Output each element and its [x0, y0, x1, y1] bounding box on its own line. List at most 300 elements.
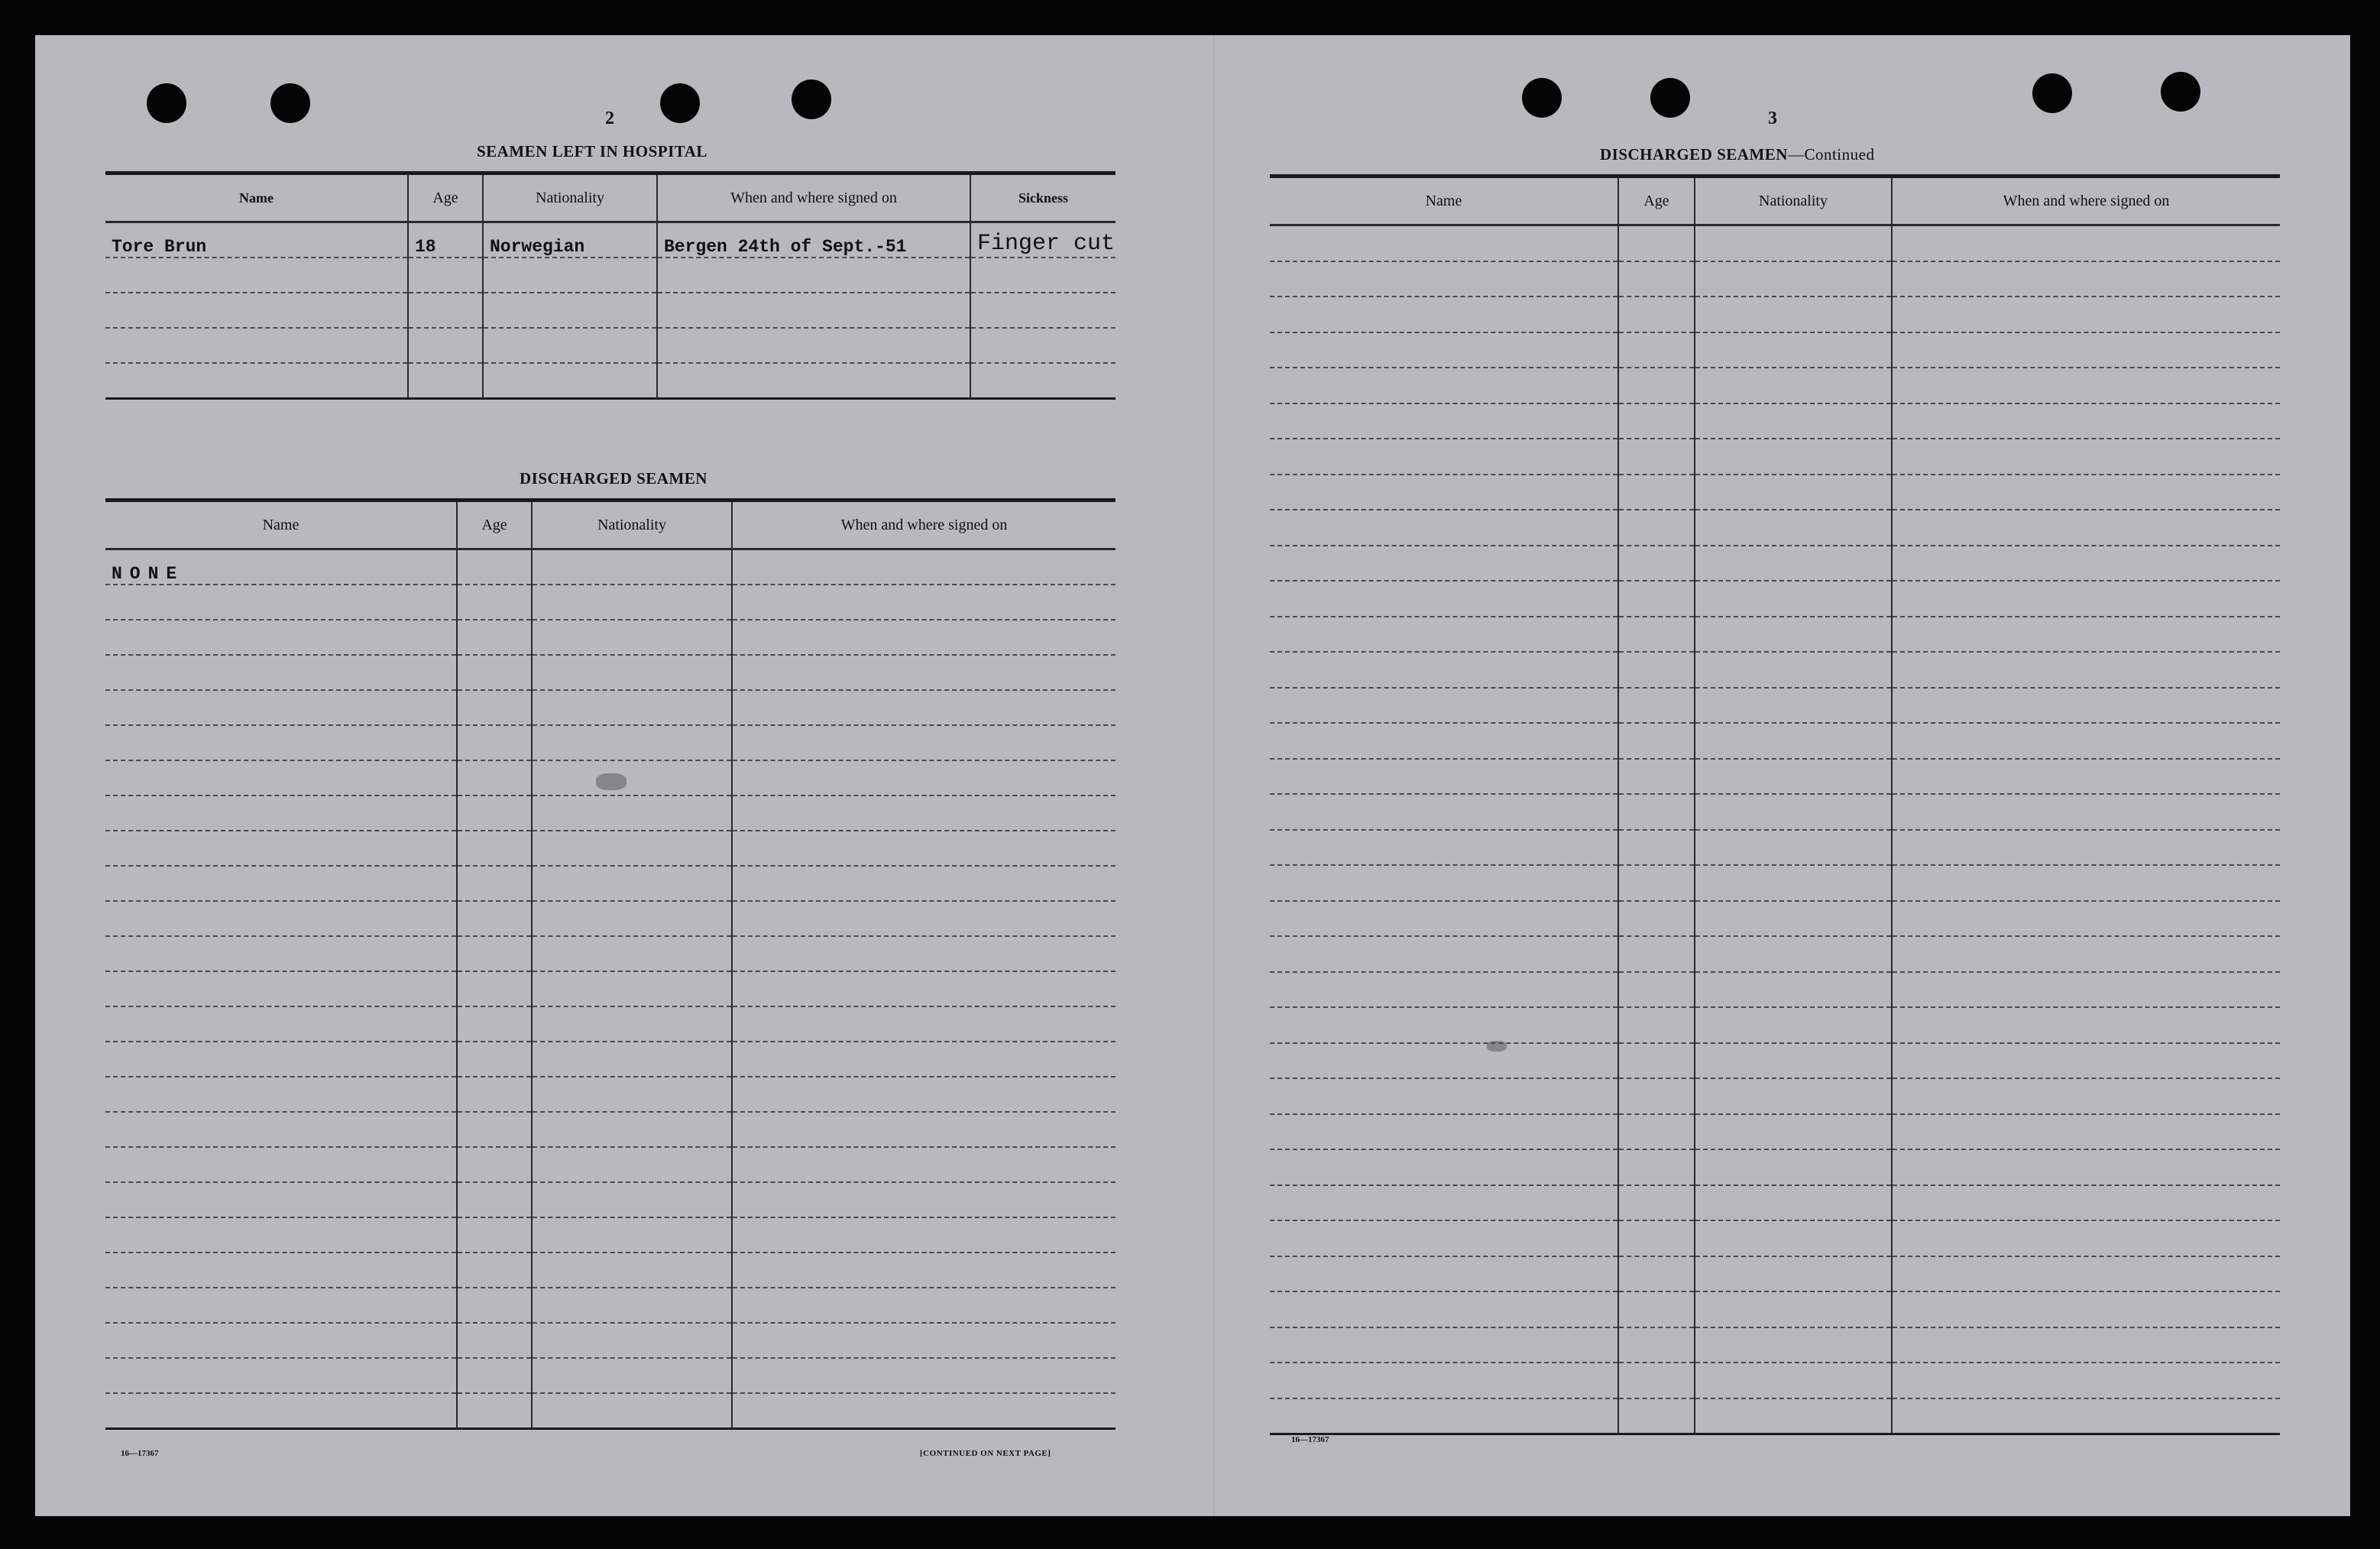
table-cell	[732, 1288, 1116, 1323]
table-cell	[1695, 1291, 1892, 1327]
table-cell	[532, 1006, 732, 1042]
table-cell	[1892, 617, 2280, 653]
table-cell	[1892, 332, 2280, 368]
table-cell	[1618, 652, 1695, 688]
cell-sickness: Finger cut	[970, 222, 1116, 258]
table-row	[1270, 1114, 2280, 1150]
table-cell	[532, 796, 732, 831]
table-row	[1270, 1291, 2280, 1327]
table-cell	[532, 655, 732, 690]
table-cell	[1892, 581, 2280, 617]
table-cell	[732, 1393, 1116, 1429]
column-header-signed-on: When and where signed on	[1892, 177, 2280, 225]
table-cell	[105, 796, 457, 831]
table-cell	[1892, 1043, 2280, 1079]
table-cell	[732, 655, 1116, 690]
table-cell	[1618, 1256, 1695, 1292]
table-cell	[1892, 1114, 2280, 1150]
table-cell	[1618, 936, 1695, 972]
table-cell	[1270, 1327, 1618, 1363]
table-cell	[1695, 972, 1892, 1008]
column-header-name: Name	[1270, 177, 1618, 225]
table-cell	[1270, 688, 1618, 724]
table-cell	[105, 831, 457, 866]
table-cell	[532, 866, 732, 901]
table-row	[105, 1182, 1116, 1217]
table-row	[1270, 261, 2280, 297]
table-row	[1270, 723, 2280, 759]
table-cell	[1618, 1398, 1695, 1434]
table-cell	[1695, 1220, 1892, 1256]
hospital-table	[105, 171, 1116, 400]
document-sheet	[35, 35, 2350, 1516]
table-cell	[1618, 475, 1695, 510]
table-cell	[1892, 688, 2280, 724]
table-row	[105, 222, 1116, 258]
table-cell	[1618, 261, 1695, 297]
table-cell	[105, 655, 457, 690]
table-cell	[457, 1112, 532, 1147]
column-header-nationality: Nationality	[483, 173, 657, 222]
table-cell	[1695, 1149, 1892, 1185]
table-cell	[457, 1042, 532, 1077]
table-cell	[1270, 759, 1618, 795]
table-cell	[1270, 1007, 1618, 1043]
table-cell	[1618, 1149, 1695, 1185]
table-cell	[457, 1182, 532, 1217]
table-cell	[1892, 972, 2280, 1008]
column-header-nationality: Nationality	[1695, 177, 1892, 225]
table-cell	[532, 1252, 732, 1288]
section-title-discharged-continued	[1600, 145, 1874, 164]
table-cell	[1618, 403, 1695, 439]
table-cell	[532, 1077, 732, 1112]
table-cell	[532, 1393, 732, 1429]
punch-hole	[147, 83, 186, 123]
table-cell	[1695, 368, 1892, 403]
table-row	[1270, 1327, 2280, 1363]
table-cell	[732, 1042, 1116, 1077]
table-cell	[532, 901, 732, 936]
table-cell	[1892, 439, 2280, 475]
table-cell	[1270, 332, 1618, 368]
table-cell	[1618, 901, 1695, 937]
table-cell	[532, 831, 732, 866]
cell-signed-on: Bergen 24th of Sept.-51	[657, 222, 970, 258]
table-row	[1270, 1398, 2280, 1434]
table-cell	[457, 760, 532, 796]
table-cell	[1892, 652, 2280, 688]
table-cell	[1270, 1078, 1618, 1114]
table-row	[1270, 865, 2280, 901]
table-row	[1270, 297, 2280, 332]
table-cell	[1695, 688, 1892, 724]
table-row	[105, 1217, 1116, 1252]
table-cell	[532, 760, 732, 796]
table-cell	[1270, 794, 1618, 830]
table-cell	[1695, 1363, 1892, 1398]
table-cell	[1618, 830, 1695, 866]
table-row	[1270, 688, 2280, 724]
table-cell	[1695, 901, 1892, 937]
table-row	[1270, 475, 2280, 510]
table-row	[105, 725, 1116, 760]
table-cell	[732, 690, 1116, 725]
table-cell	[105, 901, 457, 936]
table-cell	[732, 760, 1116, 796]
table-cell	[1270, 403, 1618, 439]
table-cell	[532, 1358, 732, 1393]
table-row	[1270, 794, 2280, 830]
table-row	[105, 1252, 1116, 1288]
table-row	[1270, 936, 2280, 972]
table-cell	[1695, 1185, 1892, 1221]
table-cell	[105, 1358, 457, 1393]
table-row	[1270, 225, 2280, 261]
table-cell	[532, 1042, 732, 1077]
table-cell	[457, 725, 532, 760]
table-header-row	[1270, 177, 2280, 225]
table-cell	[1270, 439, 1618, 475]
table-cell	[1695, 297, 1892, 332]
column-header-name: Name	[105, 501, 457, 549]
table-cell	[1892, 1363, 2280, 1398]
discharged-continued-rows	[1270, 225, 2280, 1434]
table-cell	[1892, 936, 2280, 972]
table-cell	[1270, 546, 1618, 582]
table-cell	[1892, 546, 2280, 582]
table-cell	[1695, 1078, 1892, 1114]
table-row	[1270, 1256, 2280, 1292]
table-cell	[1270, 1363, 1618, 1398]
table-row	[1270, 1220, 2280, 1256]
table-cell	[532, 1323, 732, 1358]
table-cell	[1270, 368, 1618, 403]
table-cell	[1695, 581, 1892, 617]
table-cell	[1618, 972, 1695, 1008]
table-cell	[732, 936, 1116, 971]
table-row	[105, 328, 1116, 363]
punch-hole	[270, 83, 310, 123]
table-cell	[532, 620, 732, 655]
table-row	[105, 1006, 1116, 1042]
table-cell	[1695, 759, 1892, 795]
table-row	[1270, 830, 2280, 866]
discharged-continued-table	[1270, 174, 2280, 1435]
table-cell	[1618, 1043, 1695, 1079]
table-cell	[457, 1217, 532, 1252]
table-cell	[1618, 581, 1695, 617]
table-cell	[1892, 1398, 2280, 1434]
table-cell	[1695, 617, 1892, 653]
table-cell	[105, 1252, 457, 1288]
table-cell	[732, 725, 1116, 760]
section-title-discharged: DISCHARGED SEAMEN	[520, 469, 708, 488]
table-cell	[1270, 1220, 1618, 1256]
punch-hole	[1522, 78, 1562, 118]
table-cell	[1695, 794, 1892, 830]
table-cell	[532, 971, 732, 1006]
table-cell	[457, 1147, 532, 1182]
table-cell	[1270, 581, 1618, 617]
table-row	[1270, 617, 2280, 653]
table-row	[105, 1147, 1116, 1182]
table-cell	[1270, 1114, 1618, 1150]
punch-hole	[660, 83, 700, 123]
table-cell	[732, 1358, 1116, 1393]
table-row	[105, 655, 1116, 690]
table-cell	[1270, 1185, 1618, 1221]
table-cell	[532, 1182, 732, 1217]
table-cell	[732, 585, 1116, 620]
cell-name: Tore Brun	[105, 222, 408, 258]
table-cell	[1618, 1363, 1695, 1398]
table-cell	[1618, 1114, 1695, 1150]
table-row	[105, 293, 1116, 328]
cell-name-none	[105, 549, 457, 585]
table-cell	[532, 690, 732, 725]
discharged-rows	[105, 549, 1116, 1429]
table-row	[105, 363, 1116, 399]
column-header-nationality: Nationality	[532, 501, 732, 549]
table-cell	[457, 1288, 532, 1323]
table-row	[105, 585, 1116, 620]
table-header-row	[105, 501, 1116, 549]
table-cell	[732, 831, 1116, 866]
form-code: 16—17367	[121, 1449, 159, 1458]
table-row	[105, 936, 1116, 971]
table-row	[1270, 581, 2280, 617]
table-cell	[1270, 652, 1618, 688]
table-cell	[105, 936, 457, 971]
page-number: 3	[1768, 109, 1777, 128]
column-header-age: Age	[457, 501, 532, 549]
table-cell	[1695, 830, 1892, 866]
table-cell	[532, 936, 732, 971]
table-row	[1270, 1043, 2280, 1079]
table-row	[1270, 368, 2280, 403]
table-cell	[1618, 688, 1695, 724]
table-cell	[1270, 1398, 1618, 1434]
table-cell	[1270, 936, 1618, 972]
table-cell	[1695, 1043, 1892, 1079]
column-header-sickness: Sickness	[970, 173, 1116, 222]
table-row	[105, 258, 1116, 293]
table-cell	[457, 936, 532, 971]
table-cell	[457, 1077, 532, 1112]
table-row	[105, 620, 1116, 655]
table-cell	[1695, 261, 1892, 297]
cell-nationality: Norwegian	[483, 222, 657, 258]
table-cell	[532, 1112, 732, 1147]
table-cell	[457, 620, 532, 655]
table-row	[105, 760, 1116, 796]
table-row	[105, 1042, 1116, 1077]
table-row	[1270, 1078, 2280, 1114]
table-cell	[457, 1323, 532, 1358]
table-cell	[105, 1182, 457, 1217]
table-cell	[1270, 617, 1618, 653]
punch-hole	[1650, 78, 1690, 118]
table-cell	[1270, 261, 1618, 297]
table-cell	[1270, 723, 1618, 759]
table-cell	[1270, 1291, 1618, 1327]
table-cell	[1892, 297, 2280, 332]
table-row	[1270, 972, 2280, 1008]
table-row	[1270, 1363, 2280, 1398]
table-cell	[732, 1252, 1116, 1288]
table-cell	[1695, 403, 1892, 439]
table-cell	[1618, 1220, 1695, 1256]
table-row	[1270, 1007, 2280, 1043]
table-cell	[1892, 1327, 2280, 1363]
table-cell	[732, 1147, 1116, 1182]
table-cell	[1618, 1327, 1695, 1363]
section-title-text: DISCHARGED SEAMEN	[1600, 145, 1788, 164]
table-row	[105, 1358, 1116, 1393]
table-cell	[457, 1358, 532, 1393]
table-cell	[1695, 546, 1892, 582]
table-cell	[732, 1323, 1116, 1358]
table-cell	[457, 901, 532, 936]
table-cell	[105, 866, 457, 901]
table-cell	[457, 655, 532, 690]
table-cell	[1695, 510, 1892, 546]
cell-age: 18	[408, 222, 483, 258]
column-header-age: Age	[1618, 177, 1695, 225]
table-cell	[1618, 297, 1695, 332]
table-cell	[1892, 830, 2280, 866]
table-cell	[1892, 1149, 2280, 1185]
table-row	[105, 866, 1116, 901]
table-cell	[1892, 1007, 2280, 1043]
table-cell	[1695, 332, 1892, 368]
punch-hole	[2161, 72, 2200, 112]
table-cell	[105, 760, 457, 796]
table-cell	[457, 585, 532, 620]
table-cell	[1695, 1007, 1892, 1043]
punch-hole	[2032, 73, 2072, 113]
table-cell	[1695, 865, 1892, 901]
none-entry: NONE	[112, 564, 185, 584]
table-row	[1270, 546, 2280, 582]
table-cell	[1618, 1078, 1695, 1114]
table-cell	[1618, 439, 1695, 475]
table-cell	[1270, 510, 1618, 546]
table-cell	[457, 1393, 532, 1429]
table-cell	[457, 796, 532, 831]
table-cell	[1695, 936, 1892, 972]
table-cell	[532, 1288, 732, 1323]
table-cell	[105, 1042, 457, 1077]
form-code: 16—17367	[1291, 1435, 1329, 1444]
column-header-signed-on: When and where signed on	[732, 501, 1116, 549]
table-cell	[105, 725, 457, 760]
discharged-table	[105, 498, 1116, 1430]
table-cell	[532, 1217, 732, 1252]
table-cell	[1270, 1149, 1618, 1185]
table-cell	[105, 620, 457, 655]
table-cell	[1892, 225, 2280, 261]
table-cell	[105, 1393, 457, 1429]
table-cell	[1270, 225, 1618, 261]
table-cell	[1270, 1043, 1618, 1079]
table-cell	[105, 1112, 457, 1147]
table-cell	[1892, 1185, 2280, 1221]
punch-hole	[792, 79, 831, 119]
table-cell	[1892, 865, 2280, 901]
table-cell	[1618, 546, 1695, 582]
table-cell	[105, 1077, 457, 1112]
table-row	[1270, 901, 2280, 937]
table-cell	[105, 1006, 457, 1042]
section-title-hospital: SEAMEN LEFT IN HOSPITAL	[477, 142, 708, 160]
table-cell	[1892, 1078, 2280, 1114]
table-row	[105, 901, 1116, 936]
table-cell	[1270, 830, 1618, 866]
table-cell	[1618, 1185, 1695, 1221]
table-cell	[1695, 1114, 1892, 1150]
table-cell	[457, 831, 532, 866]
table-cell	[105, 1323, 457, 1358]
table-row	[105, 690, 1116, 725]
table-cell	[732, 1217, 1116, 1252]
section-title-suffix: —Continued	[1787, 145, 1875, 164]
table-row	[105, 971, 1116, 1006]
table-cell	[1892, 1291, 2280, 1327]
table-row	[105, 1393, 1116, 1429]
table-row	[105, 1288, 1116, 1323]
table-cell	[1618, 332, 1695, 368]
table-cell	[732, 1182, 1116, 1217]
table-cell	[1618, 865, 1695, 901]
table-cell	[105, 585, 457, 620]
table-cell	[1270, 297, 1618, 332]
table-cell	[1618, 759, 1695, 795]
table-row	[105, 1077, 1116, 1112]
table-cell	[1618, 617, 1695, 653]
table-cell	[532, 725, 732, 760]
table-cell	[457, 971, 532, 1006]
table-cell	[1270, 865, 1618, 901]
table-cell	[1892, 261, 2280, 297]
table-row	[1270, 510, 2280, 546]
table-row	[1270, 759, 2280, 795]
table-cell	[105, 971, 457, 1006]
table-cell	[1270, 901, 1618, 937]
table-cell	[1618, 794, 1695, 830]
table-cell	[1695, 475, 1892, 510]
table-cell	[1892, 1256, 2280, 1292]
table-cell	[1270, 972, 1618, 1008]
table-row	[105, 549, 1116, 585]
table-cell	[532, 585, 732, 620]
table-cell	[1618, 368, 1695, 403]
table-cell	[732, 901, 1116, 936]
table-row	[1270, 403, 2280, 439]
table-row	[1270, 1149, 2280, 1185]
table-cell	[1695, 439, 1892, 475]
table-cell	[732, 1006, 1116, 1042]
table-cell	[732, 620, 1116, 655]
table-row	[1270, 1185, 2280, 1221]
page-number: 2	[605, 109, 614, 128]
table-cell	[1618, 723, 1695, 759]
table-cell	[1695, 1327, 1892, 1363]
page-fold	[1213, 35, 1215, 1516]
table-cell	[1618, 225, 1695, 261]
table-cell	[1892, 368, 2280, 403]
